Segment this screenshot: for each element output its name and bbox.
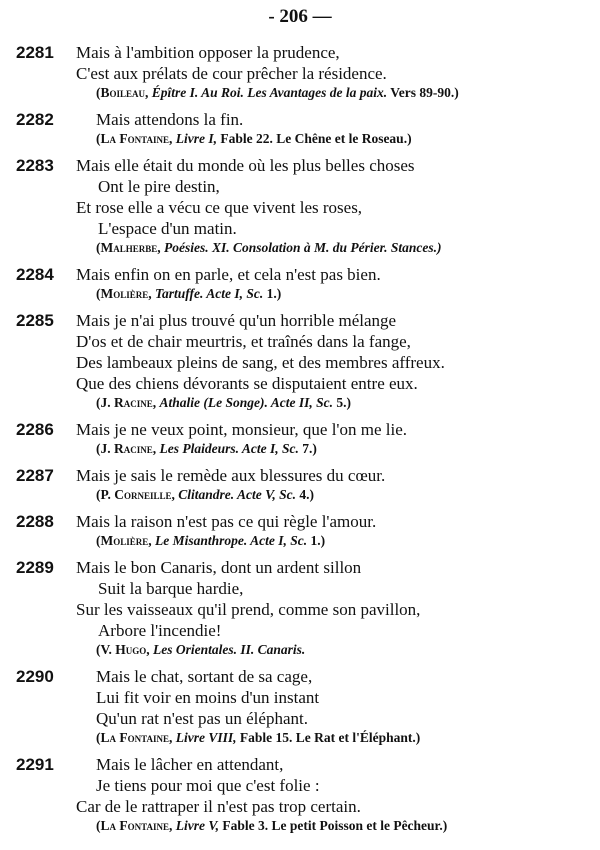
citation-work: Livre VIII,: [175, 730, 237, 745]
entry-number: 2287: [16, 466, 54, 485]
citation-reference: 1.): [266, 286, 282, 301]
verse-line: Mais je ne veux point, monsieur, que l'on me lie.: [76, 420, 407, 439]
verse-line: Et rose elle a vécu ce que vivent les roses,: [76, 198, 363, 217]
citation-reference: 7.): [302, 441, 317, 456]
quotation-entry: [16, 666, 588, 747]
citation-work: Le Misanthrope. Acte I, Sc.: [155, 533, 308, 548]
citation: [76, 285, 588, 303]
verse-line: Mais à l'ambition opposer la prudence,: [76, 43, 340, 62]
quotation-entry: [16, 310, 588, 412]
citation: [76, 239, 588, 257]
entry-number: 2291: [16, 755, 54, 774]
citation-author: (Molière,: [96, 286, 152, 301]
citation-work: Épître I. Au Roi. Les Avantages de la paix.: [151, 85, 388, 100]
quotation-entry: [16, 155, 588, 257]
quotation-entry: [16, 511, 588, 550]
citation: [76, 440, 588, 458]
citation: [76, 532, 588, 550]
verse-line: Mais enfin on en parle, et cela n'est pas bien.: [76, 265, 381, 284]
citation-author: (V. Hugo,: [96, 642, 150, 657]
citation: [76, 84, 588, 102]
verse-line: Je tiens pour moi que c'est folie :: [96, 776, 320, 795]
page-number: - 206 —: [268, 6, 332, 27]
citation-author: (Molière,: [96, 533, 152, 548]
entry-number: 2289: [16, 558, 54, 577]
citation-work: Livre V,: [175, 818, 219, 833]
citation-work: Livre I,: [175, 131, 217, 146]
entry-number: 2286: [16, 420, 54, 439]
verse-line: Mais la raison n'est pas ce qui règle l'amour.: [76, 512, 377, 531]
citation-work: Tartuffe. Acte I, Sc.: [155, 286, 264, 301]
citation-author: (J. Racine,: [96, 441, 157, 456]
entry-number: 2290: [16, 667, 54, 686]
verse-line: Mais attendons la fin.: [96, 110, 244, 129]
citation-reference: Fable 3. Le petit Poisson et le Pêcheur.): [222, 818, 448, 833]
verse-line: Arbore l'incendie!: [98, 621, 222, 640]
citation-author: (J. Racine,: [96, 395, 157, 410]
entry-number: 2285: [16, 311, 54, 330]
quotation-entry: [16, 754, 588, 835]
citation-work: Clitandre. Acte V, Sc.: [178, 487, 297, 502]
verse-line: C'est aux prélats de cour prêcher la résidence.: [76, 64, 387, 83]
entry-number: 2281: [16, 43, 54, 62]
quotation-list: [16, 42, 588, 842]
verse-line: Car de le rattraper il n'est pas trop certain.: [76, 797, 361, 816]
quotation-entry: [16, 557, 588, 659]
citation-work: Les Orientales. II. Canaris.: [153, 642, 306, 657]
citation-reference: 5.): [336, 395, 351, 410]
citation: [76, 486, 588, 504]
verse-line: Mais je sais le remède aux blessures du cœur.: [76, 466, 386, 485]
quotation-entry: [16, 465, 588, 504]
citation-work: Poésies. XI. Consolation à M. du Périer. Stances.): [164, 240, 442, 255]
verse-line: Que des chiens dévorants se disputaient entre eux.: [76, 374, 418, 393]
citation-reference: 1.): [310, 533, 326, 548]
citation: [76, 130, 588, 148]
citation-author: (La Fontaine,: [96, 730, 173, 745]
citation-reference: Fable 22. Le Chêne et le Roseau.): [220, 131, 412, 146]
entry-number: 2282: [16, 110, 54, 129]
citation: [76, 817, 588, 835]
verse-line: L'espace d'un matin.: [98, 219, 237, 238]
quotation-entry: [16, 42, 588, 102]
citation-author: (La Fontaine,: [96, 131, 173, 146]
entry-number: 2283: [16, 156, 54, 175]
citation-reference: 4.): [299, 487, 315, 502]
verse-line: Mais le chat, sortant de sa cage,: [96, 667, 313, 686]
verse-line: Mais le bon Canaris, dont un ardent sillon: [76, 558, 362, 577]
citation: [76, 394, 588, 412]
citation: [76, 641, 588, 659]
citation: [76, 729, 588, 747]
citation-author: (Boileau,: [96, 85, 149, 100]
verse-line: Qu'un rat n'est pas un éléphant.: [96, 709, 308, 728]
verse-line: Mais le lâcher en attendant,: [96, 755, 284, 774]
citation-reference: Vers 89-90.): [390, 85, 459, 100]
verse-line: Lui fit voir en moins d'un instant: [96, 688, 320, 707]
quotation-entry: [16, 264, 588, 303]
verse-line: Des lambeaux pleins de sang, et des membres affreux.: [76, 353, 445, 372]
entry-number: 2284: [16, 265, 54, 284]
citation-reference: Fable 15. Le Rat et l'Éléphant.): [239, 730, 421, 745]
citation-author: (La Fontaine,: [96, 818, 173, 833]
citation-author: (P. Corneille,: [96, 487, 175, 502]
entry-number: 2288: [16, 512, 54, 531]
verse-line: D'os et de chair meurtris, et traînés dans la fange,: [76, 332, 411, 351]
citation-work: Athalie (Le Songe). Acte II, Sc.: [159, 395, 333, 410]
verse-line: Mais elle était du monde où les plus belles choses: [76, 156, 415, 175]
quotation-entry: [16, 109, 588, 148]
quotation-entry: [16, 419, 588, 458]
citation-work: Les Plaideurs. Acte I, Sc.: [159, 441, 299, 456]
verse-line: Ont le pire destin,: [98, 177, 220, 196]
verse-line: Sur les vaisseaux qu'il prend, comme son pavillon,: [76, 600, 421, 619]
verse-line: Suit la barque hardie,: [98, 579, 244, 598]
verse-line: Mais je n'ai plus trouvé qu'un horrible mélange: [76, 311, 397, 330]
citation-author: (Malherbe,: [96, 240, 161, 255]
